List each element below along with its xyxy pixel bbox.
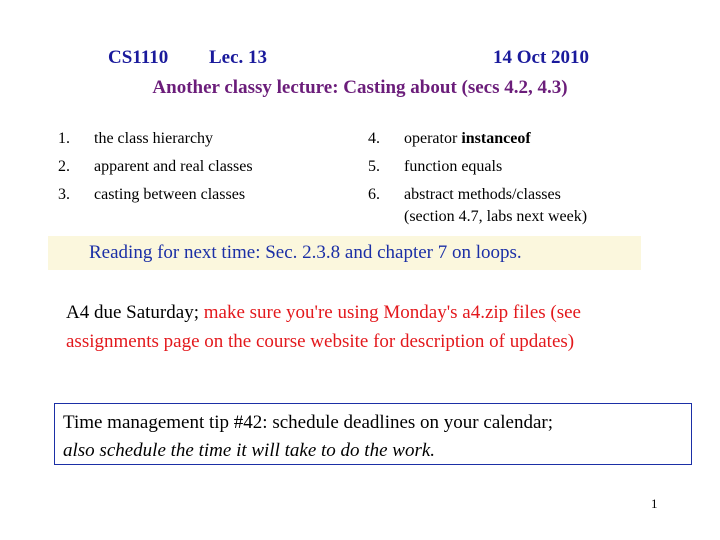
topic-number: 3. — [58, 186, 70, 203]
slide-title — [108, 47, 628, 73]
topic-number: 1. — [58, 130, 70, 147]
slide-subtitle: Another classy lecture: Casting about (secs 4.2, 4.3) — [152, 77, 568, 98]
a4-announcement — [66, 298, 666, 356]
topic-number: 6. — [368, 186, 380, 203]
page-number: 1 — [651, 496, 658, 511]
topic-item — [58, 125, 348, 153]
topic-item — [368, 125, 668, 153]
topic-list-left — [58, 125, 348, 209]
topic-list-right — [368, 125, 668, 225]
topic-number: 5. — [368, 158, 380, 175]
lecture-date: 14 Oct 2010 — [493, 47, 590, 68]
topic-item — [58, 153, 348, 181]
topic-text — [404, 125, 531, 153]
topic-number: 4. — [368, 130, 380, 147]
topic-item — [368, 153, 668, 181]
topic-text-plain: operator — [404, 130, 462, 147]
topic-subtext: (section 4.7, labs next week) — [404, 208, 588, 225]
reading-banner — [48, 236, 641, 270]
reading-text: Reading for next time: Sec. 2.3.8 and chapter 7 on loops. — [89, 242, 522, 263]
topic-text: the class hierarchy — [94, 130, 214, 147]
topic-item — [368, 181, 668, 225]
time-management-tip — [54, 403, 692, 465]
lecture-number: Lec. 13 — [209, 47, 268, 68]
course-code: CS1110 — [108, 47, 169, 68]
topic-text: apparent and real classes — [94, 158, 253, 175]
topic-keyword: instanceof — [461, 130, 531, 147]
topic-text: function equals — [404, 158, 503, 175]
topic-text: casting between classes — [94, 186, 246, 203]
topic-item — [58, 181, 348, 209]
topic-text: abstract methods/classes — [404, 186, 561, 203]
tip-line-1: Time management tip #42: schedule deadlines on your calendar; — [63, 412, 554, 433]
a4-warning-text: make sure you're using Monday's a4.zip files (see assignments page on the course website for description of updates) — [66, 302, 581, 352]
tip-line-2: also schedule the time it will take to do the work. — [63, 440, 436, 461]
topic-number: 2. — [58, 158, 70, 175]
a4-due-text: A4 due Saturday; — [66, 302, 204, 323]
